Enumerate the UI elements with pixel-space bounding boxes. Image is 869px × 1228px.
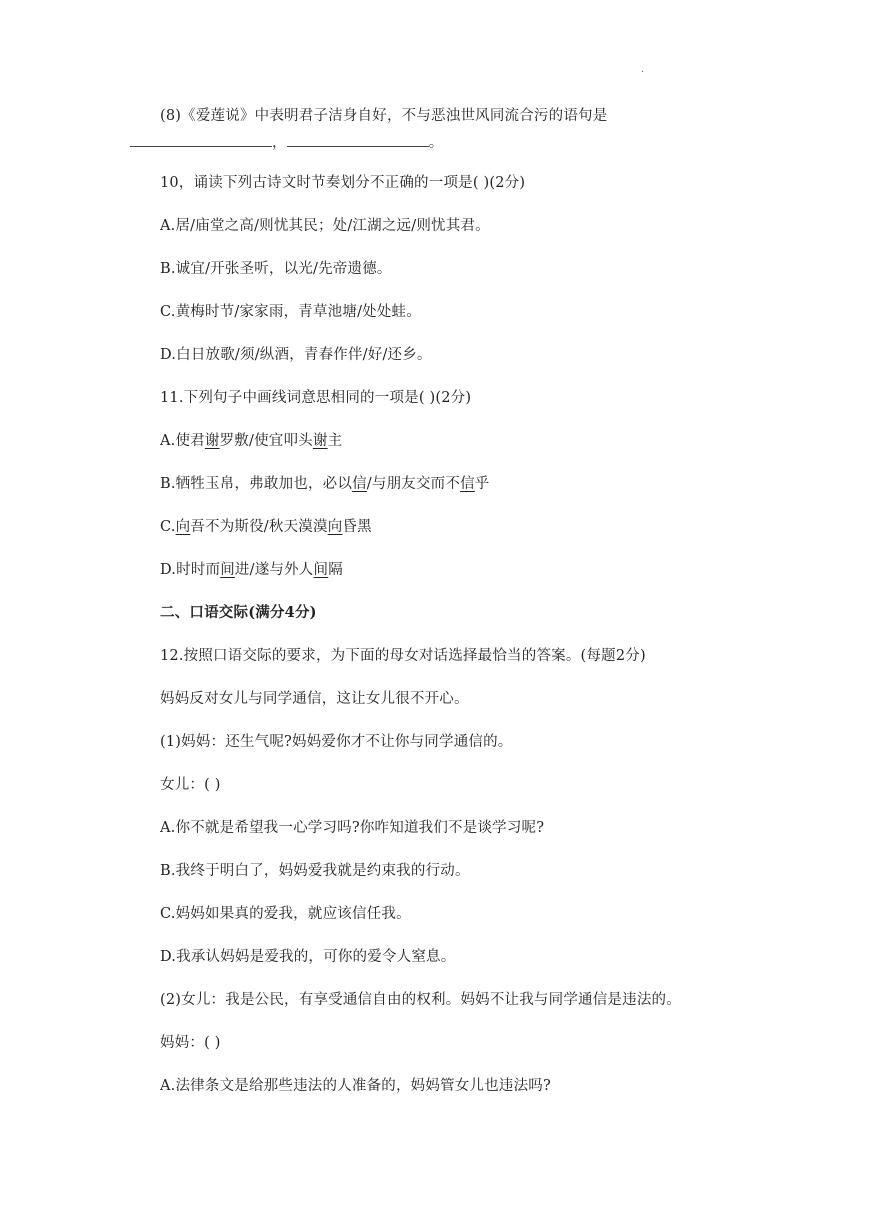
underlined-word: 信: [352, 476, 367, 492]
text-part: 罗敷/使宜叩头: [219, 433, 313, 449]
q10-option-d: D.白日放歌/须/纵酒，青春作伴/好/还乡。: [160, 347, 432, 363]
q8-answer-line: [130, 133, 443, 153]
q10-option-b: B.诚宜/开张圣听，以光/先帝遗德。: [160, 261, 392, 277]
q12-sub2-prompt: (2)女儿：我是公民，有享受通信自由的权利。妈妈不让我与同学通信是违法的。: [160, 992, 681, 1008]
text-part: A.使君: [160, 433, 205, 449]
q12-sub1-option-c: C.妈妈如果真的爱我，就应该信任我。: [160, 906, 411, 922]
text-part: 主: [327, 433, 343, 449]
text-part: 隔: [328, 562, 343, 578]
text-part: 进/遂与外人: [234, 562, 314, 578]
q12-sub2-option-a: A.法律条文是给那些违法的人准备的，妈妈管女儿也违法吗?: [160, 1078, 551, 1094]
underlined-word: 谢: [204, 433, 220, 449]
q11-option-b: [160, 474, 489, 494]
q8-text: (8)《爱莲说》中表明君子洁身自好，不与恶浊世风同流合污的语句是: [160, 108, 608, 124]
text-part: /与朋友交而不: [366, 476, 461, 492]
text-part: C.: [160, 519, 176, 535]
underlined-word: 信: [460, 476, 475, 492]
q12-sub1-speaker: 女儿：( ): [160, 777, 221, 793]
q12-sub1-option-b: B.我终于明白了，妈妈爱我就是约束我的行动。: [160, 863, 470, 879]
underlined-word: 向: [175, 519, 191, 535]
q8-separator: ，: [272, 135, 287, 151]
q12-sub2-speaker: 妈妈：( ): [160, 1035, 221, 1051]
q10-option-c: C.黄梅时节/家家雨，青草池塘/处处蛙。: [160, 304, 421, 320]
text-part: 昏黑: [342, 519, 372, 535]
text-part: 吾不为斯役/秋天漠漠: [190, 519, 328, 535]
underlined-word: 谢: [312, 433, 328, 449]
text-part: B.牺牲玉帛，弗敢加也，必以: [160, 476, 353, 492]
underlined-word: 间: [313, 562, 329, 578]
q12-sub1-prompt: (1)妈妈：还生气呢?妈妈爱你才不让你与同学通信的。: [160, 734, 513, 750]
q11-option-d: [160, 560, 343, 580]
q10-stem: 10，诵读下列古诗文时节奏划分不正确的一项是( )(2分): [160, 175, 526, 191]
q11-option-a: [160, 431, 342, 451]
text-part: 乎: [474, 476, 490, 492]
q12-stem: 12.按照口语交际的要求，为下面的母女对话选择最恰当的答案。(每题2分): [160, 648, 646, 664]
q10-option-a: A.居/庙堂之高/则忧其民；处/江湖之远/则忧其君。: [160, 218, 490, 234]
q11-stem: 11.下列句子中画线词意思相同的一项是( )(2分): [160, 390, 472, 406]
q11-option-c: [160, 517, 372, 537]
underlined-word: 向: [327, 519, 343, 535]
q12-context: 妈妈反对女儿与同学通信，这让女儿很不开心。: [160, 691, 469, 707]
q12-sub1-option-a: A.你不就是希望我一心学习吗?你咋知道我们不是谈学习呢?: [160, 820, 545, 836]
q12-sub1-option-d: D.我承认妈妈是爱我的，可你的爱令人窒息。: [160, 949, 456, 965]
section-heading: 二、口语交际(满分4分): [160, 604, 317, 621]
q8-blank-1[interactable]: [130, 134, 272, 147]
underlined-word: 间: [220, 562, 235, 578]
text-part: D.时时而: [160, 562, 221, 578]
page-mark: .: [641, 64, 645, 75]
q8-end: 。: [428, 135, 444, 151]
q8-blank-2[interactable]: [287, 134, 429, 147]
